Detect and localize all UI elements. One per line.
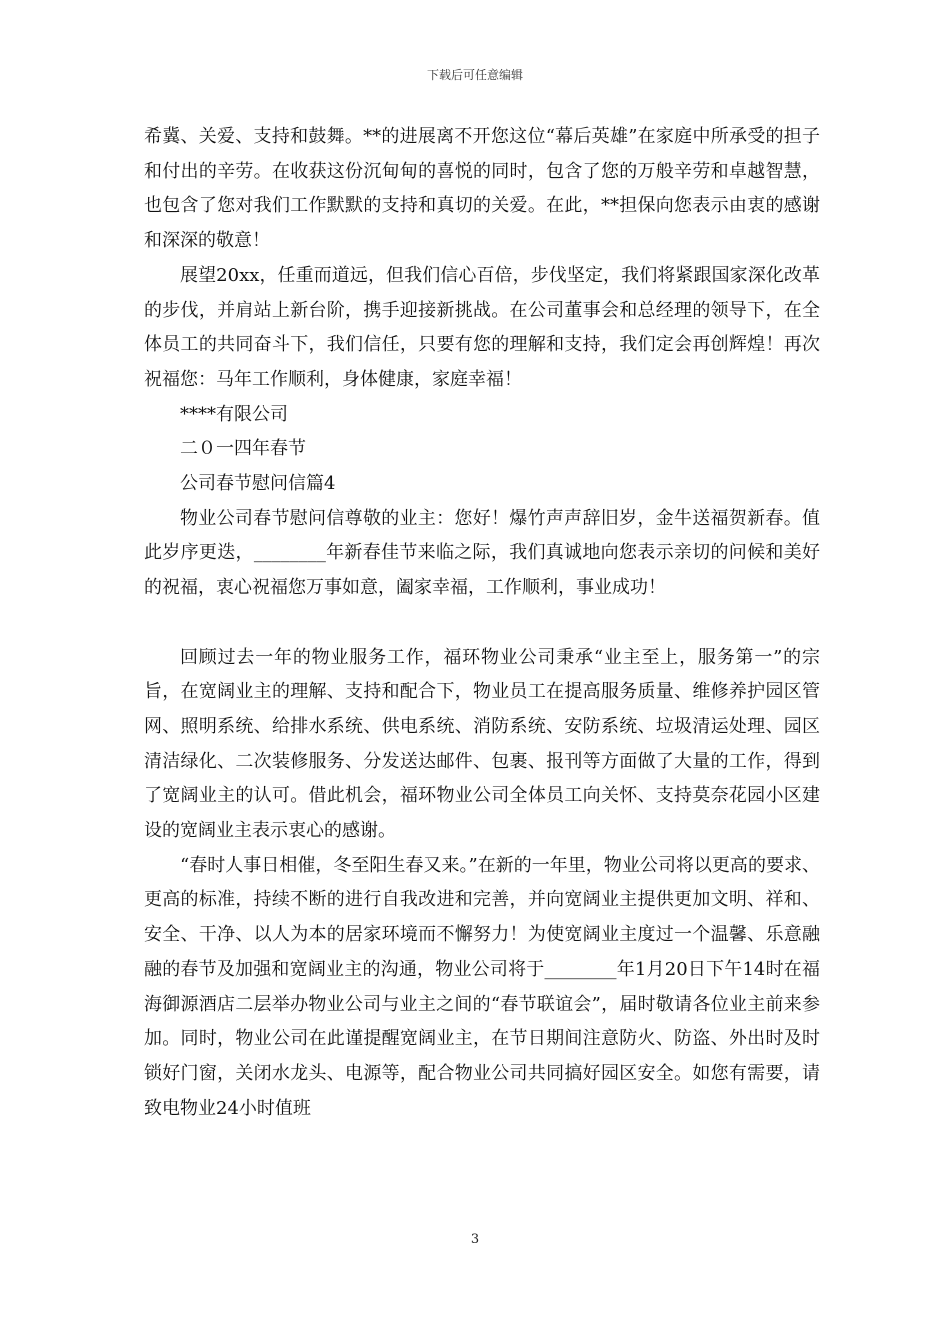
section-title: 公司春节慰问信篇4 xyxy=(180,473,336,495)
page-number: 3 xyxy=(470,1232,480,1247)
paragraph-2: 展望20xx，任重而道远，但我们信心百倍，步伐坚定，我们将紧跟国家深化改革的步伐，并肩站上新台阶，携手迎接新挑战。在公司董事会和总经理的领导下，在全体员工的共同奋斗下，我们信任，只要有您的理解和支持，我们定会再创辉煌！再次祝福您：马年工作顺利，身体健康，家庭幸福！ xyxy=(144,264,820,390)
paragraph-new-year: “春时人事日相催，冬至阳生春又来。”在新的一年里，物业公司将以更高的要求、更高的标准，持续不断的进行自我改进和完善，并向宽阔业主提供更加文明、祥和、安全、干净、以人为本的居家环境而不懈努力！为使宽阔业主度过一个温馨、乐意融融的春节及加强和宽阔业主的沟通，物业公司将于________年1月20日下午14时在福海御源酒店二层举办物业公司与业主之间的“春节联谊会”，届时敬请各位业主前来参加。同时，物业公司在此谨提醒宽阔业主，在节日期间注意防火、防盗、外出时及时锁好门窗，关闭水龙头、电源等，配合物业公司共同搞好园区安全。如您有需要，请致电物业24小时值班 xyxy=(144,854,820,1119)
paragraph-review: 回顾过去一年的物业服务工作，福环物业公司秉承“业主至上，服务第一”的宗旨，在宽阔业主的理解、支持和配合下，物业员工在提高服务质量、维修养护园区管网、照明系统、给排水系统、供电系统、消防系统、安防系统、垃圾清运处理、园区清洁绿化、二次装修服务、分发送达邮件、包裹、报刊等方面做了大量的工作，得到了宽阔业主的认可。借此机会，福环物业公司全体员工向关怀、支持莫奈花园小区建设的宽阔业主表示衷心的感谢。 xyxy=(144,646,820,842)
company-signature: ****有限公司 xyxy=(180,403,288,425)
paragraph-greeting: 物业公司春节慰问信尊敬的业主：您好！爆竹声声辞旧岁，金牛送福贺新春。值此岁序更迭，________年新春佳节来临之际，我们真诚地向您表示亲切的问候和美好的祝福，衷心祝福您万事如意，阖家幸福，工作顺利，事业成功！ xyxy=(144,507,820,599)
blank-line xyxy=(144,606,820,641)
document-body xyxy=(144,120,820,1126)
page-header: 下载后可任意编辑 xyxy=(426,68,523,82)
signature-date: 二０一四年春节 xyxy=(180,438,306,460)
paragraph-1: 希冀、关爱、支持和鼓舞。**的进展离不开您这位“幕后英雄”在家庭中所承受的担子和付出的辛劳。在收获这份沉甸甸的喜悦的同时，包含了您的万般辛劳和卓越智慧，也包含了您对我们工作默默的支持和真切的关爱。在此，**担保向您表示由衷的感谢和深深的敬意！ xyxy=(144,126,820,252)
